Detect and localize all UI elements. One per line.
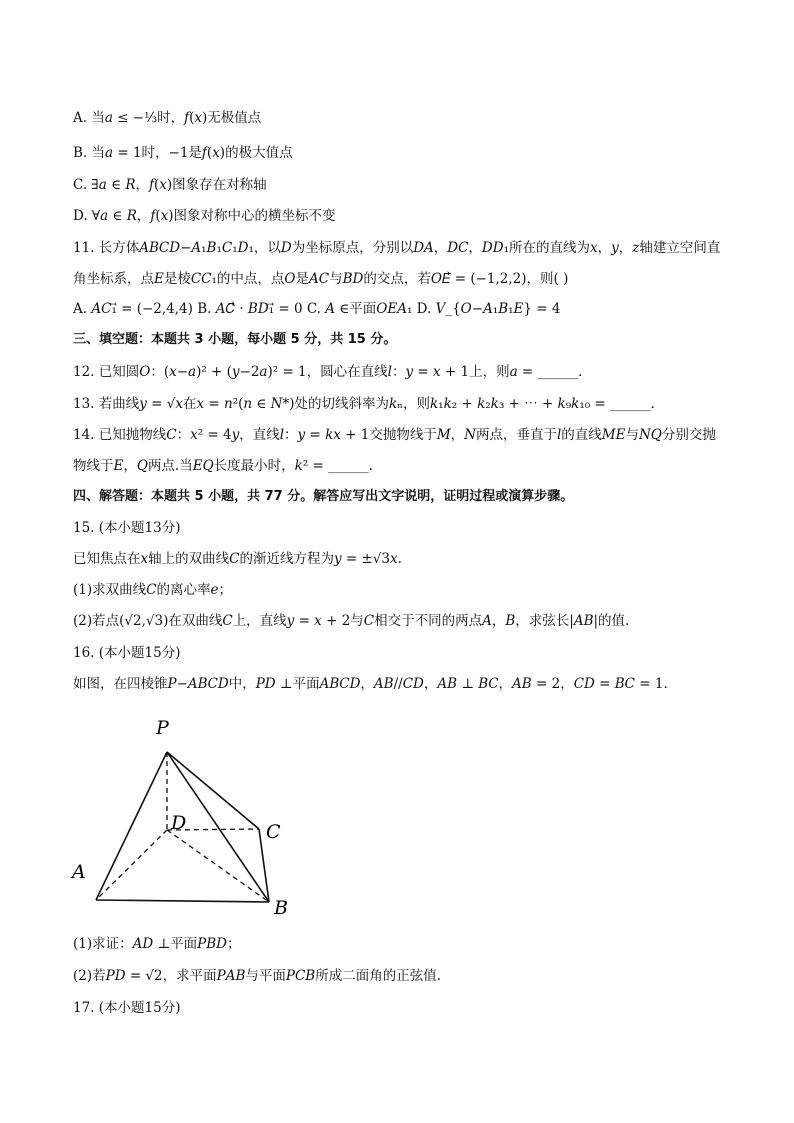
edge-ab — [96, 900, 269, 902]
question-15-part-2: (2)若点(√2,√3)在双曲线𝐶上，直线𝑦 = 𝑥 + 2与𝐶相交于不同的两点𝐴，𝐵，求弦长|𝐴𝐵|的值. — [73, 613, 630, 629]
question-12: 12. 已知圆𝑂：(𝑥−𝑎)² + (𝑦−2𝑎)² = 1，圆心在直线𝑙：𝑦 = 𝑥 + 1上，则𝑎 = ______. — [73, 364, 583, 380]
vertex-label-d: D — [171, 812, 187, 834]
question-15-part-1: (1)求双曲线𝐶的离心率𝑒； — [73, 582, 232, 598]
option-a-q10: A. 当𝑎 ≤ −¹⁄₃时，𝑓(𝑥)无极值点 — [73, 110, 262, 126]
question-15-header: 15. (本小题13分) — [73, 520, 181, 536]
question-16-part-2: (2)若𝑃𝐷 = √2，求平面𝑃𝐴𝐵与平面𝑃𝐶𝐵所成二面角的正弦值. — [73, 968, 441, 984]
question-13: 13. 若曲线𝑦 = √𝑥在𝑥 = 𝑛²(𝑛 ∈ 𝑁*)处的切线斜率为𝑘ₙ，则𝑘₁𝑘₂ + 𝑘₂𝑘₃ + ⋯ + 𝑘₉𝑘₁₀ = ______. — [73, 396, 655, 412]
question-14-line-2: 物线于𝐸，𝑄两点.当𝐸𝑄长度最小时，𝑘² = ______. — [73, 458, 373, 474]
edge-db — [167, 830, 269, 902]
question-17-header: 17. (本小题15分) — [73, 1000, 181, 1016]
question-16-stem: 如图，在四棱锥𝑃−𝐴𝐵𝐶𝐷中，𝑃𝐷 ⊥平面𝐴𝐵𝐶𝐷，𝐴𝐵//𝐶𝐷，𝐴𝐵 ⊥ 𝐵𝐶，𝐴𝐵 = 2，𝐶𝐷 = 𝐵𝐶 = 1. — [73, 676, 668, 692]
question-14-line-1: 14. 已知抛物线𝐶：𝑥² = 4𝑦，直线𝑙：𝑦 = 𝑘𝑥 + 1交抛物线于𝑀，𝑁两点，垂直于𝑙的直线𝑀𝐸与𝑁𝑄分别交抛 — [73, 427, 716, 443]
question-11-line-1: 11. 长方体𝐴𝐵𝐶𝐷−𝐴₁𝐵₁𝐶₁𝐷₁，以𝐷为坐标原点，分别以𝐷𝐴，𝐷𝐶，𝐷𝐷₁所在的直线为𝑥，𝑦，𝑧轴建立空间直 — [73, 240, 721, 256]
option-b-q10: B. 当𝑎 = 1时，−1是𝑓(𝑥)的极大值点 — [73, 145, 293, 161]
question-16-header: 16. (本小题15分) — [73, 645, 181, 661]
question-16-part-1: (1)求证：𝐴𝐷 ⊥平面𝑃𝐵𝐷； — [73, 936, 241, 952]
section-3-heading: 三、填空题：本题共 3 小题，每小题 5 分，共 15 分。 — [73, 332, 397, 347]
section-4-heading: 四、解答题：本题共 5 小题，共 77 分。解答应写出文字说明，证明过程或演算步骤。 — [73, 489, 574, 504]
vertex-label-b: B — [274, 897, 288, 919]
question-15-stem: 已知焦点在𝑥轴上的双曲线𝐶的渐近线方程为𝑦 = ±√3𝑥. — [73, 551, 402, 567]
pyramid-figure — [70, 712, 300, 922]
option-c-q10: C. ∃𝑎 ∈ 𝑅，𝑓(𝑥)图象存在对称轴 — [73, 177, 267, 193]
question-11-options: A. 𝐴𝐶₁⃗ = (−2,4,4) B. 𝐴𝐶⃗ · 𝐵𝐷₁⃗ = 0 C. 𝐴 ∈平面𝑂𝐸𝐴₁ D. 𝑉_{𝑂−𝐴₁𝐵₁𝐸} = 4 — [73, 301, 561, 317]
edge-pa — [96, 752, 167, 900]
question-11-line-2: 角坐标系，点𝐸是棱𝐶𝐶₁的中点，点𝑂是𝐴𝐶与𝐵𝐷的交点，若𝑂𝐸⃗ = (−1,2,2)，则( ) — [73, 271, 569, 287]
edge-da — [96, 830, 167, 900]
vertex-label-a: A — [72, 861, 86, 883]
vertex-label-p: P — [156, 717, 169, 739]
option-d-q10: D. ∀𝑎 ∈ 𝑅，𝑓(𝑥)图象对称中心的横坐标不变 — [73, 208, 336, 224]
vertex-label-c: C — [266, 821, 281, 843]
